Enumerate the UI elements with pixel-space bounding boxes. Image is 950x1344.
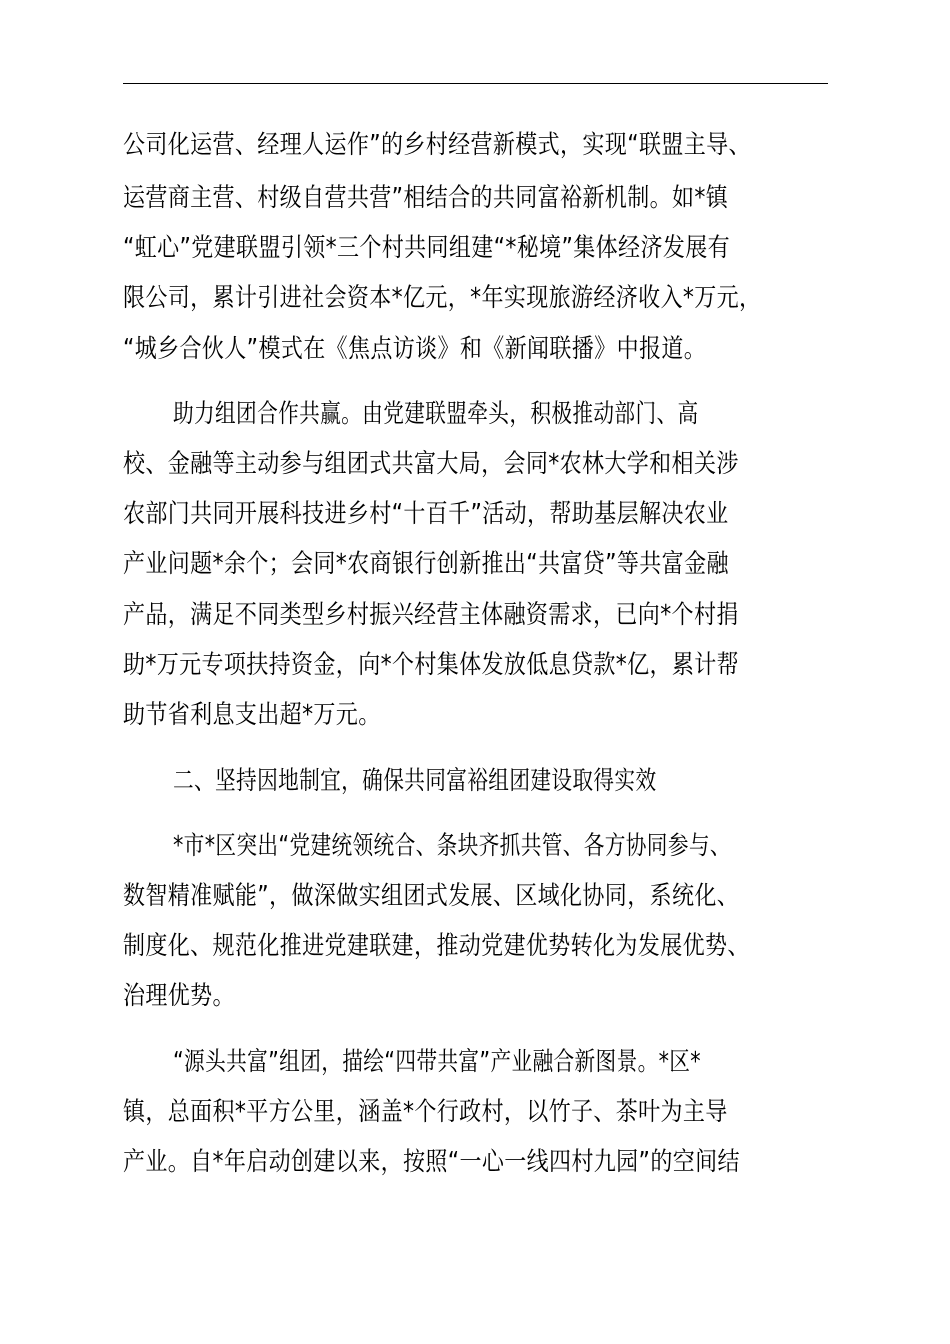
header-rule [123,83,828,84]
text-line: “虹心”党建联盟引领*三个村共同组建“*秘境”集体经济发展有 [123,233,730,263]
text-line: *市*区突出“党建统领统合、条块齐抓共管、各方协同参与、 [173,831,731,861]
text-line: 数智精准赋能”，做深做实组团式发展、区域化协同，系统化、 [123,881,740,911]
text-line: 镇，总面积*平方公里，涵盖*个行政村，以竹子、茶叶为主导 [123,1097,728,1127]
text-line: 产品，满足不同类型乡村振兴经营主体融资需求，已向*个村捐 [123,600,739,630]
section-heading: 二、坚持因地制宜，确保共同富裕组团建设取得实效 [173,766,657,796]
text-line: 助节省利息支出超*万元。 [123,700,381,730]
text-line: 助力组团合作共赢。由党建联盟牵头，积极推动部门、高 [173,399,699,429]
text-line: 产业问题*余个；会同*农商银行创新推出“共富贷”等共富金融 [123,549,729,579]
text-line: 校、金融等主动参与组团式共富大局，会同*农林大学和相关涉 [123,449,739,479]
text-line: 制度化、规范化推进党建联建，推动党建优势转化为发展优势、 [123,931,750,961]
text-line: 治理优势。 [123,981,235,1011]
text-line: 限公司，累计引进社会资本*亿元，*年实现旅游经济收入*万元， [123,283,762,313]
text-line: 助*万元专项扶持资金，向*个村集体发放低息贷款*亿，累计帮 [123,650,740,680]
text-line: 农部门共同开展科技进乡村“十百千”活动，帮助基层解决农业 [123,499,729,529]
text-line: “城乡合伙人”模式在《焦点访谈》和《新闻联播》中报道。 [123,334,707,364]
text-line: 产业。自*年启动创建以来，按照“一心一线四村九园”的空间结 [123,1147,740,1177]
text-line: 运营商主营、村级自营共营”相结合的共同富裕新机制。如*镇 [123,183,729,213]
text-line: 公司化运营、经理人运作”的乡村经营新模式，实现“联盟主导、 [123,130,751,160]
text-line: “源头共富”组团，描绘“四带共富”产业融合新图景。*区* [173,1047,701,1077]
